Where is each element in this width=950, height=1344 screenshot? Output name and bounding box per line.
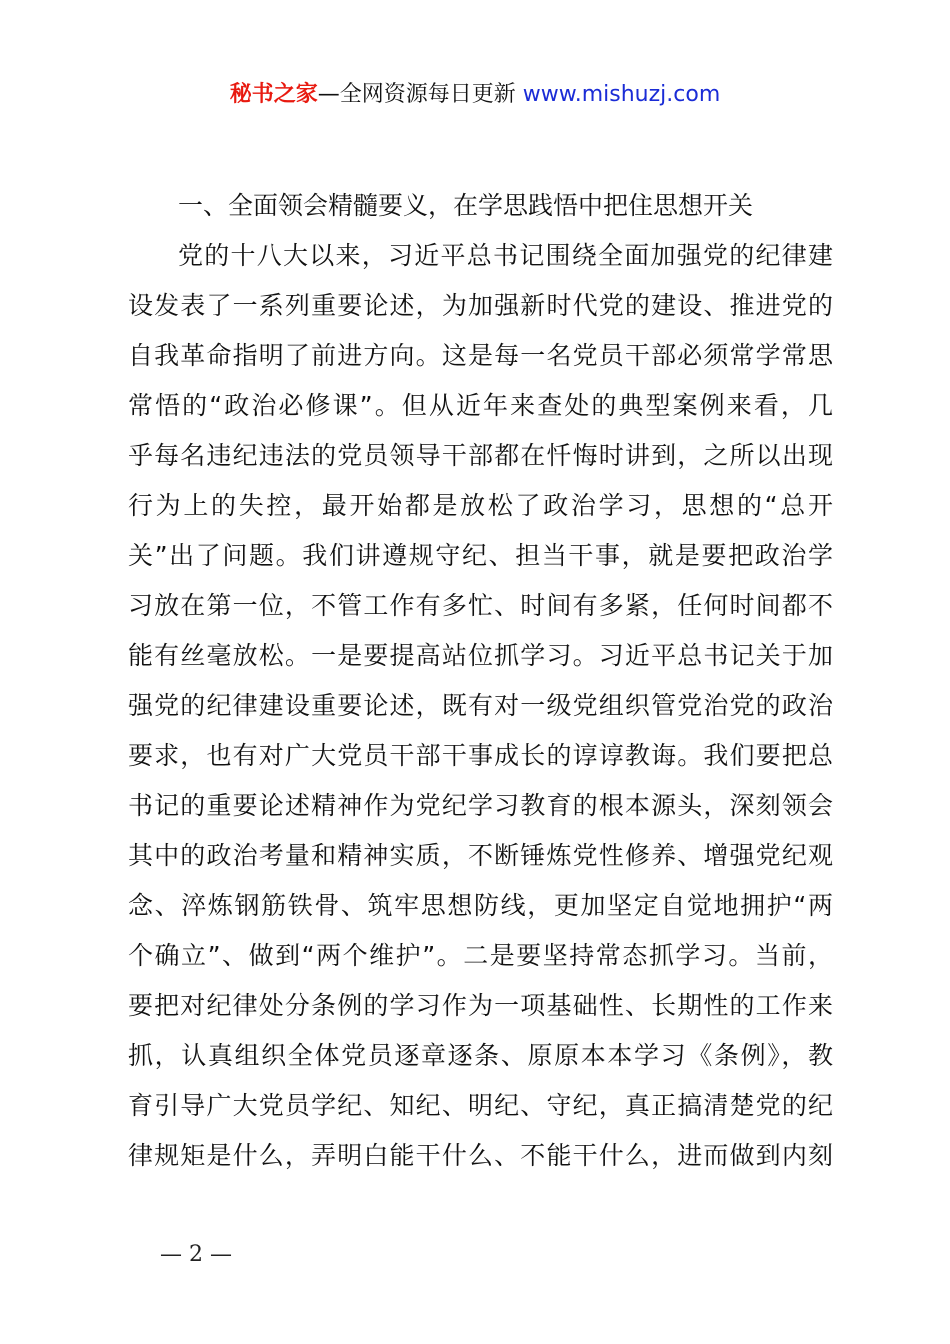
body-line: 书记的重要论述精神作为党纪学习教育的根本源头，深刻领会 — [128, 791, 833, 820]
brand-name: 秘书之家 — [229, 82, 318, 107]
body-line: 要求，也有对广大党员干部干事成长的谆谆教诲。我们要把总 — [128, 741, 833, 770]
site-banner — [0, 78, 950, 112]
body-paragraph — [128, 231, 833, 1181]
banner-slogan: —全网资源每日更新 — [317, 82, 523, 107]
section-heading: 一、全面领会精髓要义，在学思践悟中把住思想开关 — [178, 191, 754, 220]
body-line: 律规矩是什么，弄明白能干什么、不能干什么，进而做到内刻 — [128, 1141, 833, 1170]
body-line: 个确立”、做到“两个维护”。二是要坚持常态抓学习。当前， — [128, 941, 833, 970]
website-link[interactable]: www.mishuzj.com — [522, 82, 721, 107]
body-line: 设发表了一系列重要论述，为加强新时代党的建设、推进党的 — [128, 291, 833, 320]
body-line: 能有丝毫放松。一是要提高站位抓学习。习近平总书记关于加 — [128, 641, 833, 670]
body-line: 其中的政治考量和精神实质，不断锤炼党性修养、增强党纪观 — [128, 841, 833, 870]
body-line: 习放在第一位，不管工作有多忙、时间有多紧，任何时间都不 — [128, 591, 833, 620]
body-line: 自我革命指明了前进方向。这是每一名党员干部必须常学常思 — [128, 341, 833, 370]
body-line: 行为上的失控，最开始都是放松了政治学习，思想的“总开 — [128, 491, 833, 520]
document-body — [128, 181, 833, 1181]
body-line: 乎每名违纪违法的党员领导干部都在忏悔时讲到，之所以出现 — [128, 441, 833, 470]
body-line: 念、淬炼钢筋铁骨、筑牢思想防线，更加坚定自觉地拥护“两 — [128, 891, 833, 920]
body-line: 常悟的“政治必修课”。但从近年来查处的典型案例来看，几 — [128, 391, 833, 420]
body-line: 要把对纪律处分条例的学习作为一项基础性、长期性的工作来 — [128, 991, 833, 1020]
page-number: — 2 — — [160, 1242, 232, 1267]
body-line: 强党的纪律建设重要论述，既有对一级党组织管党治党的政治 — [128, 691, 833, 720]
body-line: 党的十八大以来，习近平总书记围绕全面加强党的纪律建 — [178, 241, 833, 270]
body-line: 育引导广大党员学纪、知纪、明纪、守纪，真正搞清楚党的纪 — [128, 1091, 833, 1120]
body-line: 关”出了问题。我们讲遵规守纪、担当干事，就是要把政治学 — [128, 541, 833, 570]
body-line: 抓，认真组织全体党员逐章逐条、原原本本学习《条例》，教 — [128, 1041, 833, 1070]
